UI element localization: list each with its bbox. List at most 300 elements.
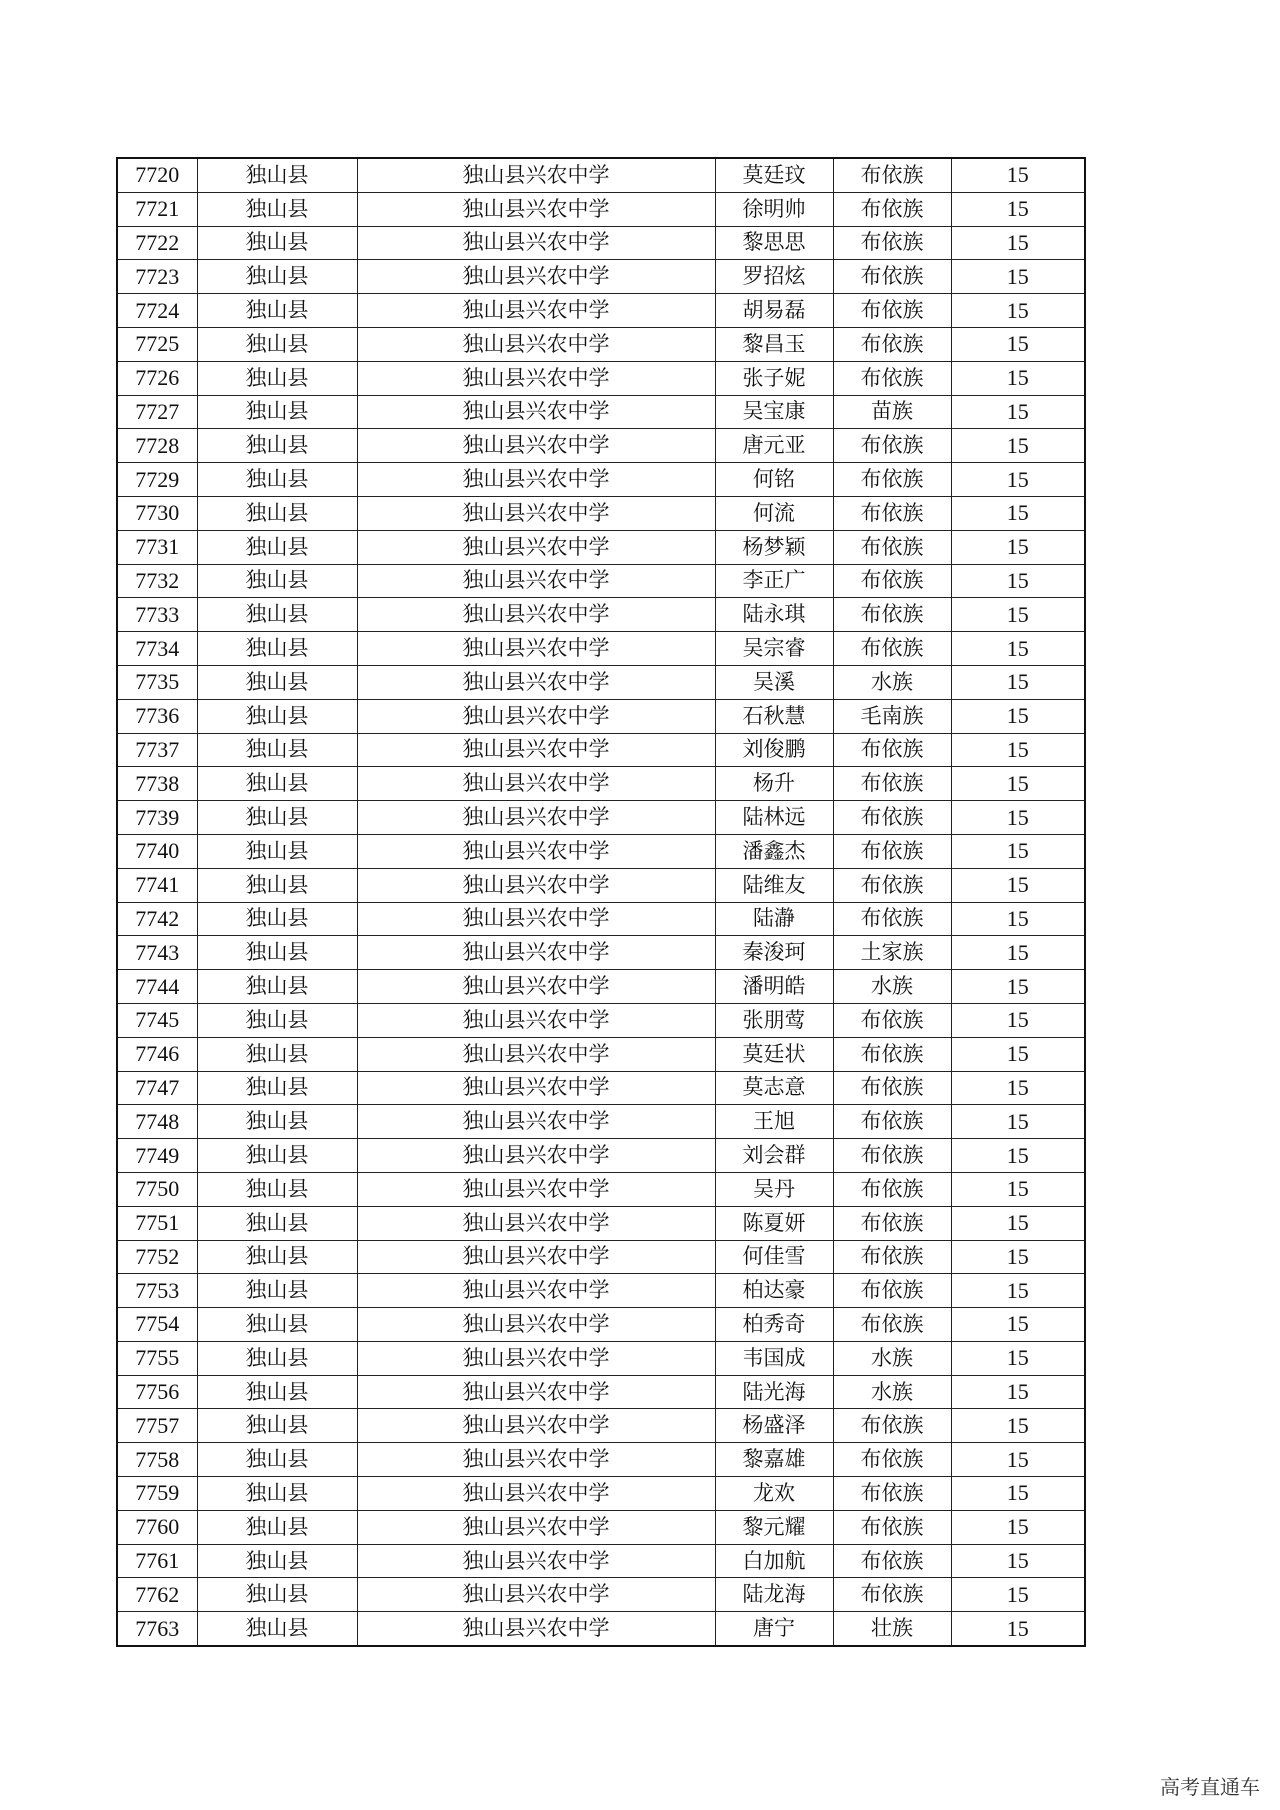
- cell-school: 独山县兴农中学: [357, 665, 715, 699]
- table-row: [117, 158, 1085, 192]
- cell-ethnicity: 布依族: [833, 1240, 951, 1274]
- cell-school: 独山县兴农中学: [357, 463, 715, 497]
- cell-score: 15: [951, 294, 1085, 328]
- cell-county: 独山县: [197, 632, 357, 666]
- cell-student-name: 陆瀞: [715, 902, 833, 936]
- table-row: [117, 1578, 1085, 1612]
- table-row: [117, 530, 1085, 564]
- cell-school: 独山县兴农中学: [357, 361, 715, 395]
- cell-score: 15: [951, 632, 1085, 666]
- cell-ethnicity: 布依族: [833, 1105, 951, 1139]
- table-row: [117, 1003, 1085, 1037]
- cell-number: 7725: [117, 327, 197, 361]
- cell-student-name: 柏达豪: [715, 1274, 833, 1308]
- table-row: [117, 327, 1085, 361]
- cell-number: 7720: [117, 158, 197, 192]
- cell-school: 独山县兴农中学: [357, 1341, 715, 1375]
- table-row: [117, 1544, 1085, 1578]
- cell-score: 15: [951, 1308, 1085, 1342]
- cell-county: 独山县: [197, 294, 357, 328]
- cell-number: 7734: [117, 632, 197, 666]
- table-row: [117, 665, 1085, 699]
- table-row: [117, 260, 1085, 294]
- cell-county: 独山县: [197, 868, 357, 902]
- cell-number: 7749: [117, 1139, 197, 1173]
- cell-student-name: 刘会群: [715, 1139, 833, 1173]
- cell-school: 独山县兴农中学: [357, 1172, 715, 1206]
- cell-school: 独山县兴农中学: [357, 1544, 715, 1578]
- cell-score: 15: [951, 260, 1085, 294]
- cell-number: 7729: [117, 463, 197, 497]
- cell-number: 7751: [117, 1206, 197, 1240]
- cell-score: 15: [951, 564, 1085, 598]
- cell-county: 独山县: [197, 429, 357, 463]
- cell-number: 7735: [117, 665, 197, 699]
- cell-county: 独山县: [197, 496, 357, 530]
- table-row: [117, 1139, 1085, 1173]
- cell-county: 独山县: [197, 733, 357, 767]
- cell-county: 独山县: [197, 361, 357, 395]
- cell-score: 15: [951, 1139, 1085, 1173]
- cell-score: 15: [951, 1409, 1085, 1443]
- cell-ethnicity: 布依族: [833, 1409, 951, 1443]
- cell-ethnicity: 布依族: [833, 1274, 951, 1308]
- table-row: [117, 226, 1085, 260]
- cell-score: 15: [951, 1510, 1085, 1544]
- cell-student-name: 罗招炫: [715, 260, 833, 294]
- cell-score: 15: [951, 226, 1085, 260]
- cell-number: 7761: [117, 1544, 197, 1578]
- cell-ethnicity: 苗族: [833, 395, 951, 429]
- cell-county: 独山县: [197, 1477, 357, 1511]
- cell-score: 15: [951, 395, 1085, 429]
- cell-student-name: 刘俊鹏: [715, 733, 833, 767]
- cell-number: 7736: [117, 699, 197, 733]
- cell-student-name: 吴丹: [715, 1172, 833, 1206]
- cell-student-name: 唐元亚: [715, 429, 833, 463]
- cell-county: 独山县: [197, 1544, 357, 1578]
- table-row: [117, 564, 1085, 598]
- cell-county: 独山县: [197, 834, 357, 868]
- cell-county: 独山县: [197, 902, 357, 936]
- cell-score: 15: [951, 1003, 1085, 1037]
- cell-number: 7743: [117, 936, 197, 970]
- cell-ethnicity: 布依族: [833, 1443, 951, 1477]
- cell-score: 15: [951, 1240, 1085, 1274]
- table-row: [117, 1206, 1085, 1240]
- table-row: [117, 395, 1085, 429]
- cell-student-name: 徐明帅: [715, 192, 833, 226]
- cell-number: 7723: [117, 260, 197, 294]
- cell-student-name: 胡易磊: [715, 294, 833, 328]
- cell-county: 独山县: [197, 1274, 357, 1308]
- cell-student-name: 柏秀奇: [715, 1308, 833, 1342]
- cell-score: 15: [951, 801, 1085, 835]
- cell-score: 15: [951, 429, 1085, 463]
- table-row: [117, 801, 1085, 835]
- cell-school: 独山县兴农中学: [357, 1375, 715, 1409]
- table-row: [117, 463, 1085, 497]
- cell-score: 15: [951, 327, 1085, 361]
- cell-ethnicity: 布依族: [833, 564, 951, 598]
- cell-school: 独山县兴农中学: [357, 1409, 715, 1443]
- cell-student-name: 潘鑫杰: [715, 834, 833, 868]
- cell-school: 独山县兴农中学: [357, 1274, 715, 1308]
- cell-score: 15: [951, 1105, 1085, 1139]
- cell-county: 独山县: [197, 1172, 357, 1206]
- cell-county: 独山县: [197, 260, 357, 294]
- table-row: [117, 1037, 1085, 1071]
- cell-ethnicity: 毛南族: [833, 699, 951, 733]
- cell-county: 独山县: [197, 1308, 357, 1342]
- cell-county: 独山县: [197, 530, 357, 564]
- cell-student-name: 陆光海: [715, 1375, 833, 1409]
- table-row: [117, 868, 1085, 902]
- cell-score: 15: [951, 665, 1085, 699]
- cell-student-name: 黎嘉雄: [715, 1443, 833, 1477]
- table-row: [117, 1105, 1085, 1139]
- cell-ethnicity: 布依族: [833, 192, 951, 226]
- cell-student-name: 何流: [715, 496, 833, 530]
- cell-student-name: 杨梦颖: [715, 530, 833, 564]
- cell-number: 7754: [117, 1308, 197, 1342]
- cell-school: 独山县兴农中学: [357, 192, 715, 226]
- cell-score: 15: [951, 1375, 1085, 1409]
- cell-county: 独山县: [197, 1105, 357, 1139]
- cell-number: 7728: [117, 429, 197, 463]
- cell-score: 15: [951, 733, 1085, 767]
- cell-county: 独山县: [197, 1341, 357, 1375]
- cell-score: 15: [951, 834, 1085, 868]
- cell-student-name: 陆林远: [715, 801, 833, 835]
- cell-number: 7726: [117, 361, 197, 395]
- cell-county: 独山县: [197, 1139, 357, 1173]
- table-row: [117, 767, 1085, 801]
- cell-ethnicity: 布依族: [833, 158, 951, 192]
- table-row: [117, 902, 1085, 936]
- cell-number: 7744: [117, 970, 197, 1004]
- table-row: [117, 1071, 1085, 1105]
- cell-student-name: 张朋莺: [715, 1003, 833, 1037]
- cell-school: 独山县兴农中学: [357, 1612, 715, 1646]
- cell-county: 独山县: [197, 158, 357, 192]
- cell-school: 独山县兴农中学: [357, 632, 715, 666]
- cell-county: 独山县: [197, 1578, 357, 1612]
- cell-school: 独山县兴农中学: [357, 970, 715, 1004]
- cell-ethnicity: 布依族: [833, 1139, 951, 1173]
- cell-school: 独山县兴农中学: [357, 429, 715, 463]
- cell-ethnicity: 布依族: [833, 260, 951, 294]
- table-row: [117, 294, 1085, 328]
- cell-student-name: 陈夏妍: [715, 1206, 833, 1240]
- cell-ethnicity: 布依族: [833, 1172, 951, 1206]
- cell-county: 独山县: [197, 395, 357, 429]
- cell-number: 7721: [117, 192, 197, 226]
- cell-student-name: 莫廷玟: [715, 158, 833, 192]
- cell-score: 15: [951, 902, 1085, 936]
- table-row: [117, 699, 1085, 733]
- table-row: [117, 1409, 1085, 1443]
- cell-ethnicity: 布依族: [833, 1003, 951, 1037]
- cell-ethnicity: 布依族: [833, 801, 951, 835]
- cell-number: 7756: [117, 1375, 197, 1409]
- cell-ethnicity: 布依族: [833, 767, 951, 801]
- cell-ethnicity: 水族: [833, 665, 951, 699]
- cell-number: 7748: [117, 1105, 197, 1139]
- cell-student-name: 吴宗睿: [715, 632, 833, 666]
- cell-student-name: 何铭: [715, 463, 833, 497]
- cell-ethnicity: 布依族: [833, 733, 951, 767]
- cell-county: 独山县: [197, 598, 357, 632]
- cell-number: 7763: [117, 1612, 197, 1646]
- cell-school: 独山县兴农中学: [357, 598, 715, 632]
- table-row: [117, 1612, 1085, 1646]
- cell-number: 7740: [117, 834, 197, 868]
- cell-student-name: 陆龙海: [715, 1578, 833, 1612]
- cell-score: 15: [951, 158, 1085, 192]
- cell-county: 独山县: [197, 767, 357, 801]
- cell-county: 独山县: [197, 564, 357, 598]
- cell-student-name: 何佳雪: [715, 1240, 833, 1274]
- cell-student-name: 陆维友: [715, 868, 833, 902]
- cell-ethnicity: 布依族: [833, 361, 951, 395]
- cell-score: 15: [951, 463, 1085, 497]
- cell-school: 独山县兴农中学: [357, 496, 715, 530]
- cell-student-name: 潘明皓: [715, 970, 833, 1004]
- cell-number: 7730: [117, 496, 197, 530]
- cell-student-name: 杨升: [715, 767, 833, 801]
- cell-student-name: 张子妮: [715, 361, 833, 395]
- cell-school: 独山县兴农中学: [357, 834, 715, 868]
- cell-school: 独山县兴农中学: [357, 564, 715, 598]
- cell-number: 7757: [117, 1409, 197, 1443]
- cell-school: 独山县兴农中学: [357, 1071, 715, 1105]
- table-row: [117, 1172, 1085, 1206]
- cell-ethnicity: 布依族: [833, 294, 951, 328]
- cell-county: 独山县: [197, 1510, 357, 1544]
- cell-school: 独山县兴农中学: [357, 1578, 715, 1612]
- cell-student-name: 吴溪: [715, 665, 833, 699]
- cell-number: 7742: [117, 902, 197, 936]
- roster-table-body: [117, 158, 1085, 1646]
- cell-score: 15: [951, 970, 1085, 1004]
- cell-county: 独山县: [197, 1037, 357, 1071]
- cell-student-name: 王旭: [715, 1105, 833, 1139]
- cell-county: 独山县: [197, 1071, 357, 1105]
- cell-score: 15: [951, 1578, 1085, 1612]
- cell-school: 独山县兴农中学: [357, 1139, 715, 1173]
- cell-number: 7762: [117, 1578, 197, 1612]
- cell-school: 独山县兴农中学: [357, 294, 715, 328]
- cell-score: 15: [951, 1477, 1085, 1511]
- cell-school: 独山县兴农中学: [357, 327, 715, 361]
- cell-school: 独山县兴农中学: [357, 936, 715, 970]
- table-row: [117, 1341, 1085, 1375]
- cell-school: 独山县兴农中学: [357, 1443, 715, 1477]
- cell-number: 7759: [117, 1477, 197, 1511]
- cell-school: 独山县兴农中学: [357, 260, 715, 294]
- cell-ethnicity: 布依族: [833, 226, 951, 260]
- table-row: [117, 1308, 1085, 1342]
- cell-student-name: 吴宝康: [715, 395, 833, 429]
- cell-score: 15: [951, 868, 1085, 902]
- cell-county: 独山县: [197, 192, 357, 226]
- cell-score: 15: [951, 1172, 1085, 1206]
- cell-student-name: 黎思思: [715, 226, 833, 260]
- cell-number: 7758: [117, 1443, 197, 1477]
- cell-school: 独山县兴农中学: [357, 699, 715, 733]
- cell-ethnicity: 布依族: [833, 463, 951, 497]
- cell-number: 7746: [117, 1037, 197, 1071]
- cell-ethnicity: 水族: [833, 1341, 951, 1375]
- cell-ethnicity: 布依族: [833, 1544, 951, 1578]
- table-row: [117, 834, 1085, 868]
- cell-school: 独山县兴农中学: [357, 1105, 715, 1139]
- cell-ethnicity: 布依族: [833, 496, 951, 530]
- cell-number: 7755: [117, 1341, 197, 1375]
- cell-county: 独山县: [197, 1409, 357, 1443]
- cell-score: 15: [951, 936, 1085, 970]
- cell-ethnicity: 布依族: [833, 1037, 951, 1071]
- cell-county: 独山县: [197, 226, 357, 260]
- cell-school: 独山县兴农中学: [357, 902, 715, 936]
- watermark-text: 高考直通车: [1160, 1775, 1260, 1799]
- cell-county: 独山县: [197, 699, 357, 733]
- cell-county: 独山县: [197, 327, 357, 361]
- cell-ethnicity: 壮族: [833, 1612, 951, 1646]
- cell-county: 独山县: [197, 665, 357, 699]
- cell-number: 7738: [117, 767, 197, 801]
- cell-ethnicity: 布依族: [833, 1308, 951, 1342]
- cell-student-name: 黎昌玉: [715, 327, 833, 361]
- cell-ethnicity: 布依族: [833, 530, 951, 564]
- table-row: [117, 1274, 1085, 1308]
- cell-student-name: 石秋慧: [715, 699, 833, 733]
- cell-student-name: 白加航: [715, 1544, 833, 1578]
- cell-number: 7722: [117, 226, 197, 260]
- cell-student-name: 唐宁: [715, 1612, 833, 1646]
- table-row: [117, 598, 1085, 632]
- cell-school: 独山县兴农中学: [357, 868, 715, 902]
- cell-school: 独山县兴农中学: [357, 1037, 715, 1071]
- cell-ethnicity: 布依族: [833, 1206, 951, 1240]
- cell-ethnicity: 水族: [833, 1375, 951, 1409]
- cell-school: 独山县兴农中学: [357, 1477, 715, 1511]
- roster-table: [116, 157, 1086, 1647]
- cell-county: 独山县: [197, 1240, 357, 1274]
- cell-school: 独山县兴农中学: [357, 767, 715, 801]
- cell-ethnicity: 水族: [833, 970, 951, 1004]
- cell-ethnicity: 布依族: [833, 598, 951, 632]
- cell-score: 15: [951, 1071, 1085, 1105]
- cell-county: 独山县: [197, 463, 357, 497]
- cell-ethnicity: 布依族: [833, 1477, 951, 1511]
- table-row: [117, 936, 1085, 970]
- cell-number: 7750: [117, 1172, 197, 1206]
- cell-number: 7753: [117, 1274, 197, 1308]
- cell-ethnicity: 布依族: [833, 1071, 951, 1105]
- cell-student-name: 杨盛泽: [715, 1409, 833, 1443]
- table-row: [117, 733, 1085, 767]
- cell-school: 独山县兴农中学: [357, 733, 715, 767]
- cell-school: 独山县兴农中学: [357, 1240, 715, 1274]
- cell-school: 独山县兴农中学: [357, 530, 715, 564]
- cell-school: 独山县兴农中学: [357, 226, 715, 260]
- table-row: [117, 1443, 1085, 1477]
- cell-score: 15: [951, 1544, 1085, 1578]
- cell-score: 15: [951, 1206, 1085, 1240]
- table-row: [117, 192, 1085, 226]
- cell-ethnicity: 布依族: [833, 327, 951, 361]
- cell-student-name: 秦浚珂: [715, 936, 833, 970]
- cell-number: 7741: [117, 868, 197, 902]
- cell-number: 7727: [117, 395, 197, 429]
- cell-number: 7752: [117, 1240, 197, 1274]
- cell-student-name: 韦国成: [715, 1341, 833, 1375]
- cell-school: 独山县兴农中学: [357, 801, 715, 835]
- table-row: [117, 1240, 1085, 1274]
- cell-score: 15: [951, 496, 1085, 530]
- cell-county: 独山县: [197, 1375, 357, 1409]
- cell-score: 15: [951, 192, 1085, 226]
- cell-score: 15: [951, 1341, 1085, 1375]
- cell-ethnicity: 布依族: [833, 1578, 951, 1612]
- cell-number: 7739: [117, 801, 197, 835]
- cell-school: 独山县兴农中学: [357, 395, 715, 429]
- cell-score: 15: [951, 361, 1085, 395]
- table-row: [117, 429, 1085, 463]
- cell-number: 7732: [117, 564, 197, 598]
- cell-county: 独山县: [197, 1612, 357, 1646]
- cell-ethnicity: 布依族: [833, 632, 951, 666]
- cell-score: 15: [951, 1443, 1085, 1477]
- cell-ethnicity: 土家族: [833, 936, 951, 970]
- cell-score: 15: [951, 598, 1085, 632]
- cell-county: 独山县: [197, 936, 357, 970]
- cell-county: 独山县: [197, 1206, 357, 1240]
- cell-score: 15: [951, 699, 1085, 733]
- cell-county: 独山县: [197, 970, 357, 1004]
- cell-student-name: 莫志意: [715, 1071, 833, 1105]
- table-row: [117, 496, 1085, 530]
- cell-number: 7724: [117, 294, 197, 328]
- cell-score: 15: [951, 1037, 1085, 1071]
- cell-score: 15: [951, 1612, 1085, 1646]
- cell-number: 7737: [117, 733, 197, 767]
- cell-school: 独山县兴农中学: [357, 1206, 715, 1240]
- cell-student-name: 莫廷状: [715, 1037, 833, 1071]
- table-row: [117, 970, 1085, 1004]
- table-row: [117, 1477, 1085, 1511]
- cell-county: 独山县: [197, 801, 357, 835]
- cell-score: 15: [951, 1274, 1085, 1308]
- cell-ethnicity: 布依族: [833, 868, 951, 902]
- cell-ethnicity: 布依族: [833, 1510, 951, 1544]
- cell-student-name: 陆永琪: [715, 598, 833, 632]
- cell-student-name: 黎元耀: [715, 1510, 833, 1544]
- table-row: [117, 632, 1085, 666]
- cell-ethnicity: 布依族: [833, 429, 951, 463]
- cell-number: 7733: [117, 598, 197, 632]
- cell-school: 独山县兴农中学: [357, 1003, 715, 1037]
- cell-score: 15: [951, 767, 1085, 801]
- cell-county: 独山县: [197, 1003, 357, 1037]
- cell-ethnicity: 布依族: [833, 902, 951, 936]
- cell-student-name: 李正广: [715, 564, 833, 598]
- cell-number: 7747: [117, 1071, 197, 1105]
- cell-school: 独山县兴农中学: [357, 158, 715, 192]
- cell-county: 独山县: [197, 1443, 357, 1477]
